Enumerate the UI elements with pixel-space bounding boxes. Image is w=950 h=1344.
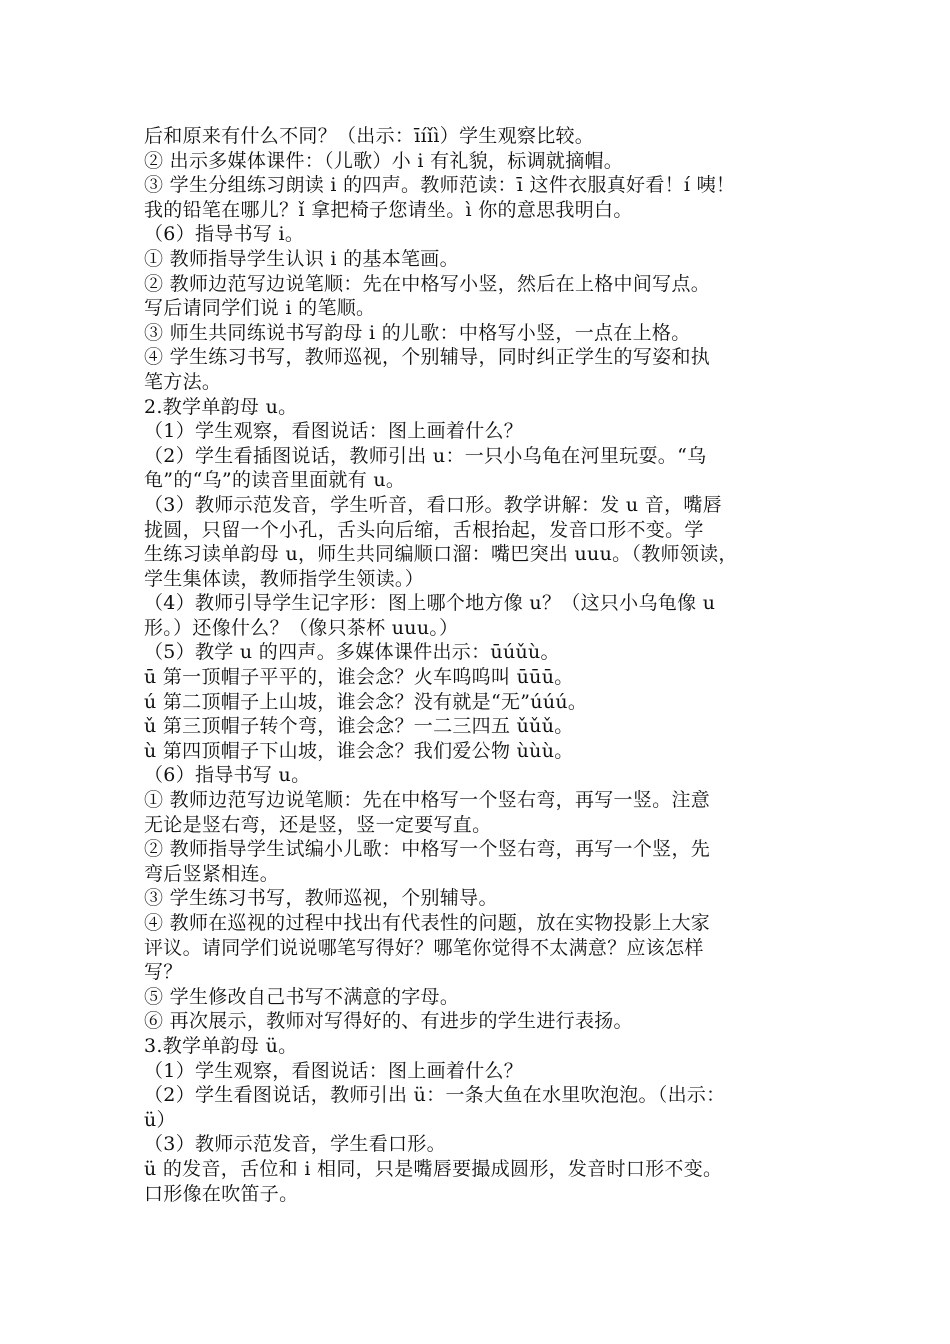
text-line: ü） [144, 1108, 176, 1131]
section-heading: 3.教学单韵母 ü。 [144, 1034, 298, 1057]
text-line: ǔ 第三顶帽子转个弯，谁会念？一二三四五 ǔǔǔ。 [144, 715, 574, 738]
text-line: ④ 学生练习书写，教师巡视，个别辅导，同时纠正学生的写姿和执 [144, 346, 711, 369]
text-line: 学生集体读，教师指学生领读。） [144, 567, 425, 590]
text-line: ① 教师指导学生认识 i 的基本笔画。 [144, 247, 459, 270]
text-line: 生练习读单韵母 u，师生共同编顺口溜：嘴巴突出 uuu。（教师领读， [144, 543, 738, 566]
text-line: （3）教师示范发音，学生看口形。 [144, 1133, 446, 1156]
text-line: ú 第二顶帽子上山坡，谁会念？没有就是“无”úúú。 [144, 690, 588, 713]
text-line: 龟”的“乌”的读音里面就有 u。 [144, 469, 406, 492]
text-line: ù 第四顶帽子下山坡，谁会念？我们爱公物 ùùù。 [144, 739, 574, 762]
text-line: 形。）还像什么？（像只茶杯 uuu。） [144, 616, 459, 639]
text-line: ü 的发音，舌位和 i 相同，只是嘴唇要撮成圆形，发音时口形不变。 [144, 1157, 723, 1180]
text-line: 评议。请同学们说说哪笔写得好？哪笔你觉得不太满意？应该怎样 [144, 936, 704, 959]
text-line: 拢圆，只留一个小孔，舌头向后缩，舌根抬起，发音口形不变。学 [144, 518, 704, 541]
text-line: 笔方法。 [144, 370, 222, 393]
text-line: 无论是竖右弯，还是竖，竖一定要写直。 [144, 813, 492, 836]
text-line: （2）学生看图说话，教师引出 ü：一条大鱼在水里吹泡泡。（出示： [144, 1084, 726, 1107]
text-line: 弯后竖紧相连。 [144, 862, 280, 885]
text-line: 写？ [144, 961, 183, 984]
text-line: （5）教学 u 的四声。多媒体课件出示：ūúǔù。 [144, 641, 560, 664]
text-line: （2）学生看插图说话，教师引出 u：一只小乌龟在河里玩耍。“乌 [144, 444, 707, 467]
text-line: 写后请同学们说 i 的笔顺。 [144, 297, 376, 320]
text-line: （1）学生观察，看图说话：图上画着什么？ [144, 420, 524, 443]
section-heading: （6）指导书写 i。 [144, 223, 305, 246]
text-line: ⑤ 学生修改自己书写不满意的字母。 [144, 985, 460, 1008]
text-line: （4）教师引导学生记字形：图上哪个地方像 u？（这只小乌龟像 u [144, 592, 716, 615]
section-heading: 2.教学单韵母 u。 [144, 395, 298, 418]
text-line: ū 第一顶帽子平平的，谁会念？火车呜呜叫 ūūū。 [144, 666, 574, 689]
text-line: 我的铅笔在哪儿？ǐ 拿把椅子您请坐。ì 你的意思我明白。 [144, 198, 633, 221]
text-line: ① 教师边范写边说笔顺：先在中格写一个竖右弯，再写一竖。注意 [144, 789, 711, 812]
text-line: ② 出示多媒体课件：（儿歌）小 i 有礼貌，标调就摘帽。 [144, 149, 624, 172]
document-page [144, 124, 824, 1206]
text-line: ② 教师指导学生试编小儿歌：中格写一个竖右弯，再写一个竖，先 [144, 838, 711, 861]
text-line: ③ 学生分组练习朗读 i 的四声。教师范读：ī 这件衣服真好看！í 咦！ [144, 174, 736, 197]
section-heading: （6）指导书写 u。 [144, 764, 311, 787]
text-line: ③ 学生练习书写，教师巡视，个别辅导。 [144, 887, 498, 910]
text-line: （1）学生观察，看图说话：图上画着什么？ [144, 1059, 524, 1082]
text-line: ④ 教师在巡视的过程中找出有代表性的问题，放在实物投影上大家 [144, 912, 711, 934]
text-line: 后和原来有什么不同？（出示：īíǐì）学生观察比较。 [144, 125, 595, 147]
text-line: ⑥ 再次展示，教师对写得好的、有进步的学生进行表扬。 [144, 1010, 633, 1033]
text-line: ③ 师生共同练说书写韵母 i 的儿歌：中格写小竖，一点在上格。 [144, 321, 691, 344]
text-line: ② 教师边范写边说笔顺：先在中格写小竖，然后在上格中间写点。 [144, 272, 711, 295]
text-line: （3）教师示范发音，学生听音，看口形。教学讲解：发 u 音，嘴唇 [144, 493, 723, 516]
text-line: 口形像在吹笛子。 [144, 1182, 299, 1205]
